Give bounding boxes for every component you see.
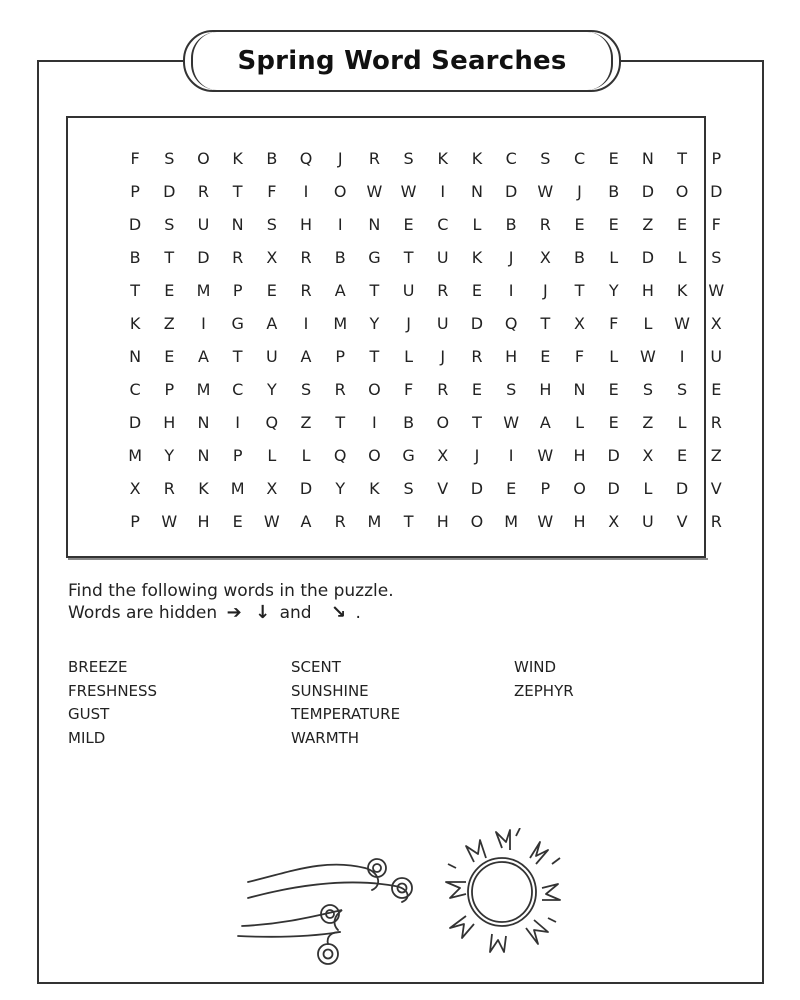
grid-letter: X	[710, 314, 722, 333]
word-column	[291, 656, 514, 750]
grid-letter: L	[267, 446, 277, 465]
instructions	[68, 580, 394, 624]
grid-row	[118, 340, 733, 373]
grid-letter: H	[641, 281, 654, 300]
grid-letter: E	[232, 512, 243, 531]
word-item: MILD	[68, 728, 106, 747]
instructions-period: .	[355, 603, 361, 623]
grid-letter: I	[337, 215, 343, 234]
grid-letter: O	[368, 446, 381, 465]
grid-letter: W	[366, 182, 383, 201]
grid-letter: S	[677, 380, 688, 399]
grid-letter: Y	[164, 446, 175, 465]
grid-letter: B	[403, 413, 415, 432]
grid-letter: K	[198, 479, 209, 498]
grid-letter: E	[608, 215, 619, 234]
grid-row	[118, 307, 733, 340]
grid-letter: M	[504, 512, 519, 531]
grid-letter: U	[642, 512, 654, 531]
grid-letter: Z	[642, 215, 654, 234]
grid-letter: D	[607, 479, 620, 498]
grid-letter: S	[403, 479, 414, 498]
grid-letter: D	[197, 248, 210, 267]
grid-letter: A	[266, 314, 278, 333]
grid-letter: E	[608, 380, 619, 399]
grid-letter: T	[403, 248, 414, 267]
grid-letter: R	[232, 248, 244, 267]
grid-letter: O	[436, 413, 450, 432]
grid-letter: E	[164, 281, 175, 300]
grid-letter: X	[129, 479, 141, 498]
grid-letter: O	[368, 380, 381, 399]
grid-letter: W	[161, 512, 178, 531]
grid-letter: L	[643, 314, 653, 333]
grid-letter: V	[437, 479, 449, 498]
grid-letter: T	[232, 182, 243, 201]
grid-letter: B	[129, 248, 141, 267]
grid-letter: U	[436, 314, 449, 333]
grid-letter: I	[201, 314, 206, 333]
word-item: SCENT	[291, 658, 341, 676]
grid-letter: L	[472, 215, 482, 234]
grid-letter: L	[677, 413, 687, 432]
grid-letter: A	[300, 347, 312, 366]
grid-row	[118, 472, 733, 505]
grid-letter: K	[471, 149, 483, 168]
grid-letter: U	[265, 347, 278, 366]
grid-letter: L	[609, 347, 619, 366]
puzzle-grid-box	[66, 116, 725, 558]
grid-letter: E	[540, 347, 551, 366]
grid-letter: H	[573, 446, 586, 465]
grid-letter: N	[641, 149, 654, 168]
grid-letter: R	[300, 281, 312, 300]
grid-letter: H	[573, 512, 586, 531]
grid-letter: X	[642, 446, 654, 465]
grid-letter: R	[368, 149, 380, 168]
grid-letter: E	[471, 281, 483, 300]
word-list	[68, 656, 737, 750]
grid-letter: L	[677, 248, 687, 267]
grid-letter: J	[406, 314, 411, 333]
grid-letter: D	[163, 182, 176, 201]
title-banner	[183, 30, 621, 92]
grid-letter: R	[710, 512, 722, 531]
grid-letter: W	[263, 512, 280, 531]
grid-letter: R	[163, 479, 175, 498]
grid-letter: M	[230, 479, 245, 498]
grid-letter: S	[164, 149, 175, 168]
grid-letter: A	[334, 281, 346, 300]
grid-letter: F	[609, 314, 619, 333]
grid-letter: X	[437, 446, 449, 465]
instructions-line-1: Find the following words in the puzzle.	[68, 581, 394, 601]
grid-letter: W	[537, 512, 554, 531]
grid-letter: X	[266, 248, 278, 267]
grid-row	[118, 406, 733, 439]
grid-letter: H	[197, 512, 210, 531]
grid-letter: K	[369, 479, 380, 498]
grid-letter: C	[573, 149, 586, 168]
arrow-diagonal-icon: ↘	[330, 602, 347, 623]
grid-letter: S	[164, 215, 175, 234]
arrow-down-icon: ↓	[255, 602, 271, 623]
grid-letter: P	[164, 380, 175, 399]
grid-letter: P	[335, 347, 346, 366]
grid-letter: Q	[504, 314, 518, 333]
grid-letter: N	[368, 215, 381, 234]
grid-letter: W	[639, 347, 656, 366]
grid-letter: R	[334, 512, 346, 531]
instructions-line-2	[68, 602, 394, 624]
page-title: Spring Word Searches	[237, 46, 567, 76]
grid-letter: F	[267, 182, 277, 201]
grid-letter: J	[508, 248, 514, 267]
grid-letter: X	[608, 512, 620, 531]
grid-letter: Q	[265, 413, 279, 432]
grid-letter: V	[676, 512, 688, 531]
grid-letter: T	[369, 281, 380, 300]
grid-letter: A	[197, 347, 209, 366]
grid-letter: S	[266, 215, 277, 234]
grid-row	[118, 439, 733, 472]
grid-letter: B	[505, 215, 517, 234]
grid-letter: U	[710, 347, 723, 366]
grid-letter: F	[711, 215, 721, 234]
grid-letter: F	[130, 149, 140, 168]
grid-row	[118, 373, 733, 406]
grid-letter: L	[643, 479, 653, 498]
grid-letter: V	[710, 479, 722, 498]
grid-letter: T	[130, 281, 140, 300]
grid-letter: C	[129, 380, 141, 399]
grid-letter: K	[676, 281, 688, 300]
grid-letter: I	[372, 413, 377, 432]
grid-letter: R	[197, 182, 210, 201]
grid-letter: M	[196, 380, 211, 399]
grid-letter: K	[129, 314, 141, 333]
grid-letter: N	[231, 215, 244, 234]
grid-letter: I	[508, 446, 514, 465]
grid-letter: E	[711, 380, 722, 399]
grid-letter: H	[505, 347, 518, 366]
grid-letter: N	[197, 413, 210, 432]
grid-letter: P	[540, 479, 551, 498]
grid-letter: T	[335, 413, 346, 432]
grid-letter: R	[334, 380, 346, 399]
grid-letter: T	[540, 314, 551, 333]
grid-letter: A	[539, 413, 551, 432]
grid-letter: C	[437, 215, 449, 234]
grid-letter: O	[197, 149, 210, 168]
grid-letter: Y	[608, 281, 619, 300]
grid-letter: X	[539, 248, 551, 267]
grid-letter: R	[539, 215, 551, 234]
grid-letter: M	[196, 281, 211, 300]
grid-letter: I	[440, 182, 446, 201]
grid-letter: T	[403, 512, 414, 531]
grid-letter: N	[197, 446, 210, 465]
grid-row	[118, 505, 733, 538]
grid-letter: R	[471, 347, 483, 366]
grid-letter: F	[403, 380, 414, 399]
grid-letter: K	[232, 149, 243, 168]
grid-letter: C	[505, 149, 517, 168]
grid-row	[118, 175, 733, 208]
grid-letter: I	[303, 314, 309, 333]
grid-letter: L	[575, 413, 584, 432]
grid-letter: T	[574, 281, 585, 300]
grid-letter: W	[503, 413, 520, 432]
grid-letter: P	[130, 182, 140, 201]
word-column	[68, 656, 291, 750]
grid-letter: D	[299, 479, 313, 498]
grid-letter: L	[609, 248, 619, 267]
grid-letter: D	[675, 479, 689, 498]
grid-letter: S	[403, 149, 414, 168]
grid-letter: K	[471, 248, 483, 267]
grid-letter: N	[573, 380, 586, 399]
instructions-prefix: Words are hidden	[68, 603, 218, 623]
grid-letter: J	[474, 446, 480, 465]
grid-letter: H	[163, 413, 176, 432]
grid-letter: K	[437, 149, 449, 168]
grid-row	[118, 142, 733, 175]
word-item: GUST	[68, 705, 110, 723]
grid-letter: O	[470, 512, 484, 531]
grid-letter: W	[674, 314, 690, 333]
grid-letter: G	[231, 314, 244, 333]
grid-letter: I	[508, 281, 514, 300]
grid-letter: J	[577, 182, 582, 201]
grid-letter: I	[235, 413, 241, 432]
grid-letter: U	[197, 215, 210, 234]
grid-letter: B	[334, 248, 346, 267]
grid-letter: E	[677, 446, 688, 465]
grid-letter: D	[607, 446, 620, 465]
grid-letter: E	[471, 380, 483, 399]
grid-letter: P	[232, 281, 243, 300]
grid-letter: I	[303, 182, 309, 201]
grid-letter: X	[574, 314, 586, 333]
grid-letter: F	[574, 347, 585, 366]
grid-letter: E	[608, 149, 619, 168]
grid-letter: D	[470, 479, 484, 498]
grid-letter: E	[403, 215, 414, 234]
grid-letter: M	[367, 512, 382, 531]
grid-letter: H	[539, 380, 552, 399]
grid-letter: G	[368, 248, 381, 267]
grid-letter: T	[369, 347, 380, 366]
illustration	[230, 828, 570, 982]
grid-letter: S	[642, 380, 653, 399]
grid-letter: B	[266, 149, 278, 168]
grid-letter: W	[400, 182, 417, 201]
grid-letter: H	[300, 215, 313, 234]
grid-letter: M	[128, 446, 142, 465]
grid-letter: D	[128, 215, 142, 234]
word-column	[514, 656, 737, 750]
grid-letter: B	[608, 182, 620, 201]
grid-letter: P	[711, 149, 722, 168]
grid-letter: H	[436, 512, 449, 531]
grid-letter: G	[402, 446, 415, 465]
grid-letter: S	[711, 248, 722, 267]
grid-letter: Z	[710, 446, 722, 465]
grid-letter: R	[437, 281, 449, 300]
grid-letter: L	[301, 446, 311, 465]
grid-letter: X	[266, 479, 278, 498]
grid-letter: Y	[335, 479, 346, 498]
grid-letter: N	[470, 182, 483, 201]
grid-letter: Y	[266, 380, 277, 399]
grid-letter: P	[232, 446, 243, 465]
arrow-right-icon: ➔	[226, 602, 242, 623]
grid-row	[118, 274, 733, 307]
word-item: SUNSHINE	[291, 681, 369, 700]
grid-letter: O	[333, 182, 347, 201]
word-item: WIND	[514, 658, 557, 676]
grid-letter: Z	[642, 413, 654, 432]
grid-letter: T	[472, 413, 482, 432]
grid-letter: D	[128, 413, 142, 432]
grid-letter: J	[440, 347, 446, 366]
grid-letter: S	[506, 380, 517, 399]
grid-letter: R	[437, 380, 449, 399]
grid-letter: Z	[163, 314, 175, 333]
grid-letter: E	[608, 413, 619, 432]
grid-letter: U	[402, 281, 415, 300]
grid-letter: D	[470, 314, 484, 333]
grid-letter: S	[540, 149, 551, 168]
grid-letter: T	[232, 347, 243, 366]
grid-letter: W	[537, 182, 554, 201]
grid-letter: Y	[369, 314, 380, 333]
grid-letter: Z	[300, 413, 312, 432]
grid-letter: W	[537, 446, 554, 465]
grid-letter: R	[710, 413, 722, 432]
grid-letter: Q	[333, 446, 347, 465]
grid-letter: E	[677, 215, 688, 234]
grid-letter: D	[641, 248, 655, 267]
grid-letter: W	[708, 281, 725, 300]
grid-letter: U	[436, 248, 449, 267]
grid-letter: M	[333, 314, 348, 333]
grid-letter: O	[573, 479, 586, 498]
grid-letter: O	[675, 182, 689, 201]
word-item: ZEPHYR	[514, 681, 574, 700]
grid-letter: E	[266, 281, 277, 300]
grid-letter: Q	[299, 149, 313, 168]
grid-letter: J	[337, 149, 343, 168]
grid-letter: E	[574, 215, 585, 234]
word-item: FRESHNESS	[68, 681, 158, 700]
grid-letter: B	[574, 248, 586, 267]
grid-letter: D	[641, 182, 655, 201]
grid-letter: T	[164, 248, 175, 267]
grid-letter: D	[504, 182, 518, 201]
wind-icon	[230, 828, 570, 978]
grid-letter: E	[164, 347, 175, 366]
grid-letter: S	[300, 380, 312, 399]
grid-letter: N	[129, 347, 142, 366]
grid-letter: T	[677, 149, 687, 168]
grid-letter: A	[300, 512, 312, 531]
word-item: TEMPERATURE	[291, 705, 401, 723]
sun-icon	[446, 828, 560, 952]
grid-letter: I	[679, 347, 685, 366]
grid-letter: R	[300, 248, 312, 267]
letter-grid	[118, 142, 733, 538]
grid-letter: C	[232, 380, 244, 399]
word-item: BREEZE	[68, 658, 128, 676]
word-item: WARMTH	[291, 728, 360, 747]
grid-row	[118, 241, 733, 274]
grid-letter: E	[506, 479, 517, 498]
grid-letter: J	[542, 281, 548, 300]
grid-letter: D	[710, 182, 723, 201]
grid-letter: L	[404, 347, 414, 366]
instructions-and: and	[279, 603, 312, 623]
grid-letter: P	[130, 512, 140, 531]
grid-row	[118, 208, 733, 241]
